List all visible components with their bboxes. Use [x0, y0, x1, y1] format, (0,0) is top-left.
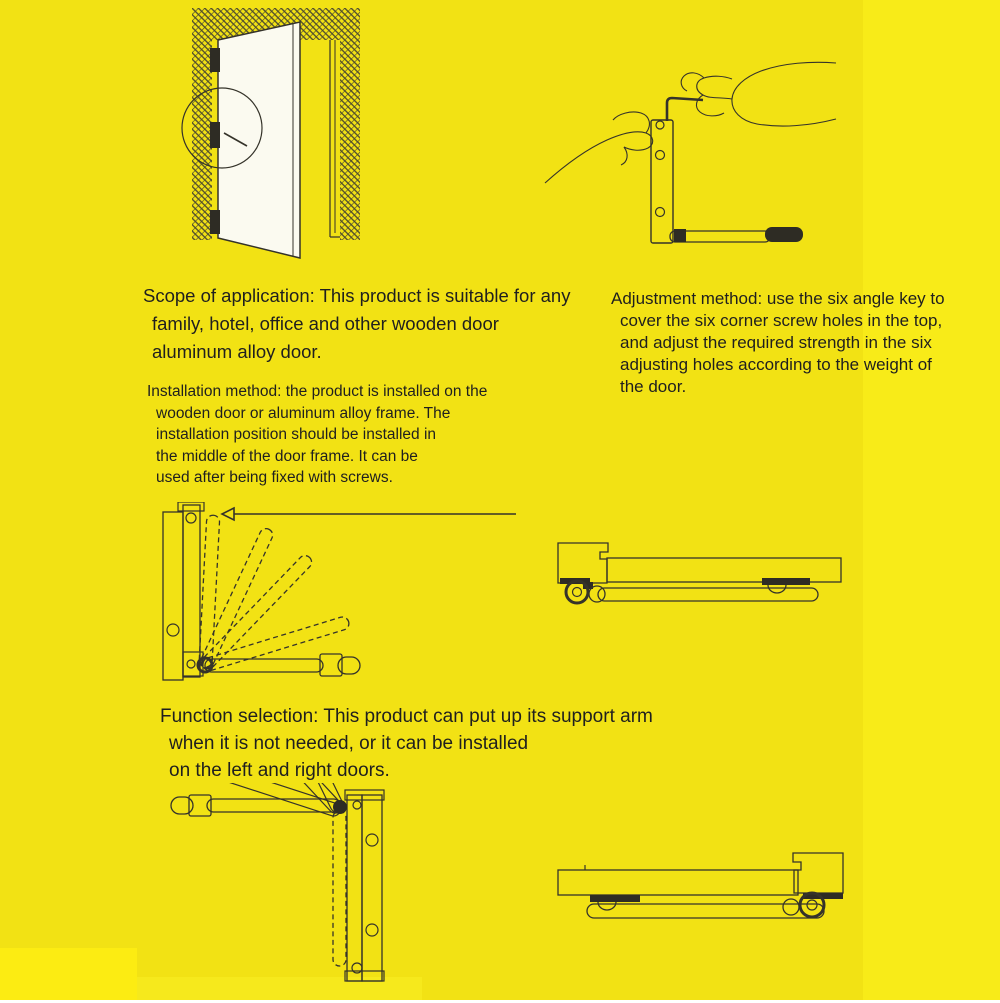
- text-line: Installation method: the product is installed on the: [147, 383, 488, 400]
- roller-bump: [768, 585, 786, 593]
- arm-extended: [207, 799, 340, 812]
- side-view-left-frame-illustration: [552, 538, 852, 613]
- door-top-bar: [558, 870, 798, 895]
- arm-roller-cap: [338, 657, 360, 674]
- hinge-top: [210, 48, 220, 72]
- door-edge-strip: [347, 795, 362, 981]
- side-view-right-frame-illustration: [548, 843, 858, 928]
- door-panel: [218, 22, 300, 258]
- key-socket: [656, 121, 664, 129]
- text-line: Function selection: This product can put up its support arm: [160, 706, 653, 727]
- pivot-collar: [783, 899, 799, 915]
- pivot-collar: [589, 586, 605, 602]
- frame-block: [558, 543, 608, 583]
- plate-hole-1: [186, 513, 196, 523]
- text-line: on the left and right doors.: [169, 760, 390, 781]
- pivot-ring: [566, 581, 588, 603]
- frame-block: [793, 853, 843, 893]
- text-line: Scope of application: This product is suitable for any: [143, 285, 571, 306]
- plate-hole-2: [167, 624, 179, 636]
- door-edge-strip: [163, 512, 183, 680]
- swing-positions-right-illustration: [145, 783, 395, 1003]
- arm-mount-block: [674, 229, 686, 242]
- adjustment-method-text: [611, 288, 945, 398]
- hex-key-adjustment-illustration: [543, 55, 838, 270]
- text-line: when it is not needed, or it can be installed: [169, 733, 529, 754]
- plate-hole-3: [187, 660, 195, 668]
- door-mount-plate: [590, 895, 640, 902]
- text-line: wooden door or aluminum alloy frame. The: [156, 404, 451, 422]
- open-door-illustration: [168, 0, 383, 285]
- pivot-center: [807, 900, 817, 910]
- swing-positions-left-illustration: [150, 502, 520, 687]
- text-line: and adjust the required strength in the six: [620, 333, 932, 352]
- door-mount-plate: [762, 578, 810, 585]
- background-corner-bottom-left: [0, 948, 137, 1000]
- screw-hole-2: [656, 208, 665, 217]
- screw-hole-1: [656, 151, 665, 160]
- function-selection-text: [160, 703, 653, 784]
- plate-bottom-cap: [345, 971, 384, 981]
- roller-bump: [598, 902, 616, 910]
- arm-ghost-positions: [199, 515, 351, 672]
- text-line: adjusting holes according to the weight of: [620, 355, 932, 374]
- closer-arm-bar: [598, 588, 818, 601]
- text-line: aluminum alloy door.: [152, 341, 322, 362]
- text-line: cover the six corner screw holes in the top,: [620, 311, 943, 330]
- text-line: the door.: [620, 377, 687, 396]
- pivot-center: [573, 588, 582, 597]
- text-line: used after being fixed with screws.: [156, 469, 393, 486]
- left-hand: [545, 112, 653, 183]
- scope-of-application-text: [143, 282, 570, 366]
- arm-folded-ghost: [333, 811, 346, 966]
- closer-body: [651, 120, 673, 243]
- plate-hole-4: [353, 801, 361, 809]
- text-line: the middle of the door frame. It can be: [156, 447, 418, 465]
- arm-roller-cap: [171, 797, 193, 814]
- text-line: family, hotel, office and other wooden door: [152, 313, 499, 334]
- mount-plate: [362, 795, 382, 981]
- plate-hole-2: [366, 924, 378, 936]
- text-line: Adjustment method: use the six angle key to: [611, 289, 945, 308]
- text-line: installation position should be installed in: [156, 426, 437, 443]
- background-right-band: [863, 0, 1000, 1000]
- arm-extended: [205, 659, 323, 672]
- right-hand: [681, 62, 836, 126]
- pivot: [333, 800, 347, 814]
- closer-arm-bar: [587, 904, 824, 918]
- mount-plate: [183, 505, 200, 677]
- arm-clevis: [189, 795, 211, 816]
- installation-method-text: [147, 381, 487, 489]
- arm-handle: [765, 227, 803, 242]
- plate-hole-1: [366, 834, 378, 846]
- hinge-bottom: [210, 210, 220, 234]
- swing-arrow-head: [222, 508, 234, 520]
- hinge-middle: [210, 122, 220, 148]
